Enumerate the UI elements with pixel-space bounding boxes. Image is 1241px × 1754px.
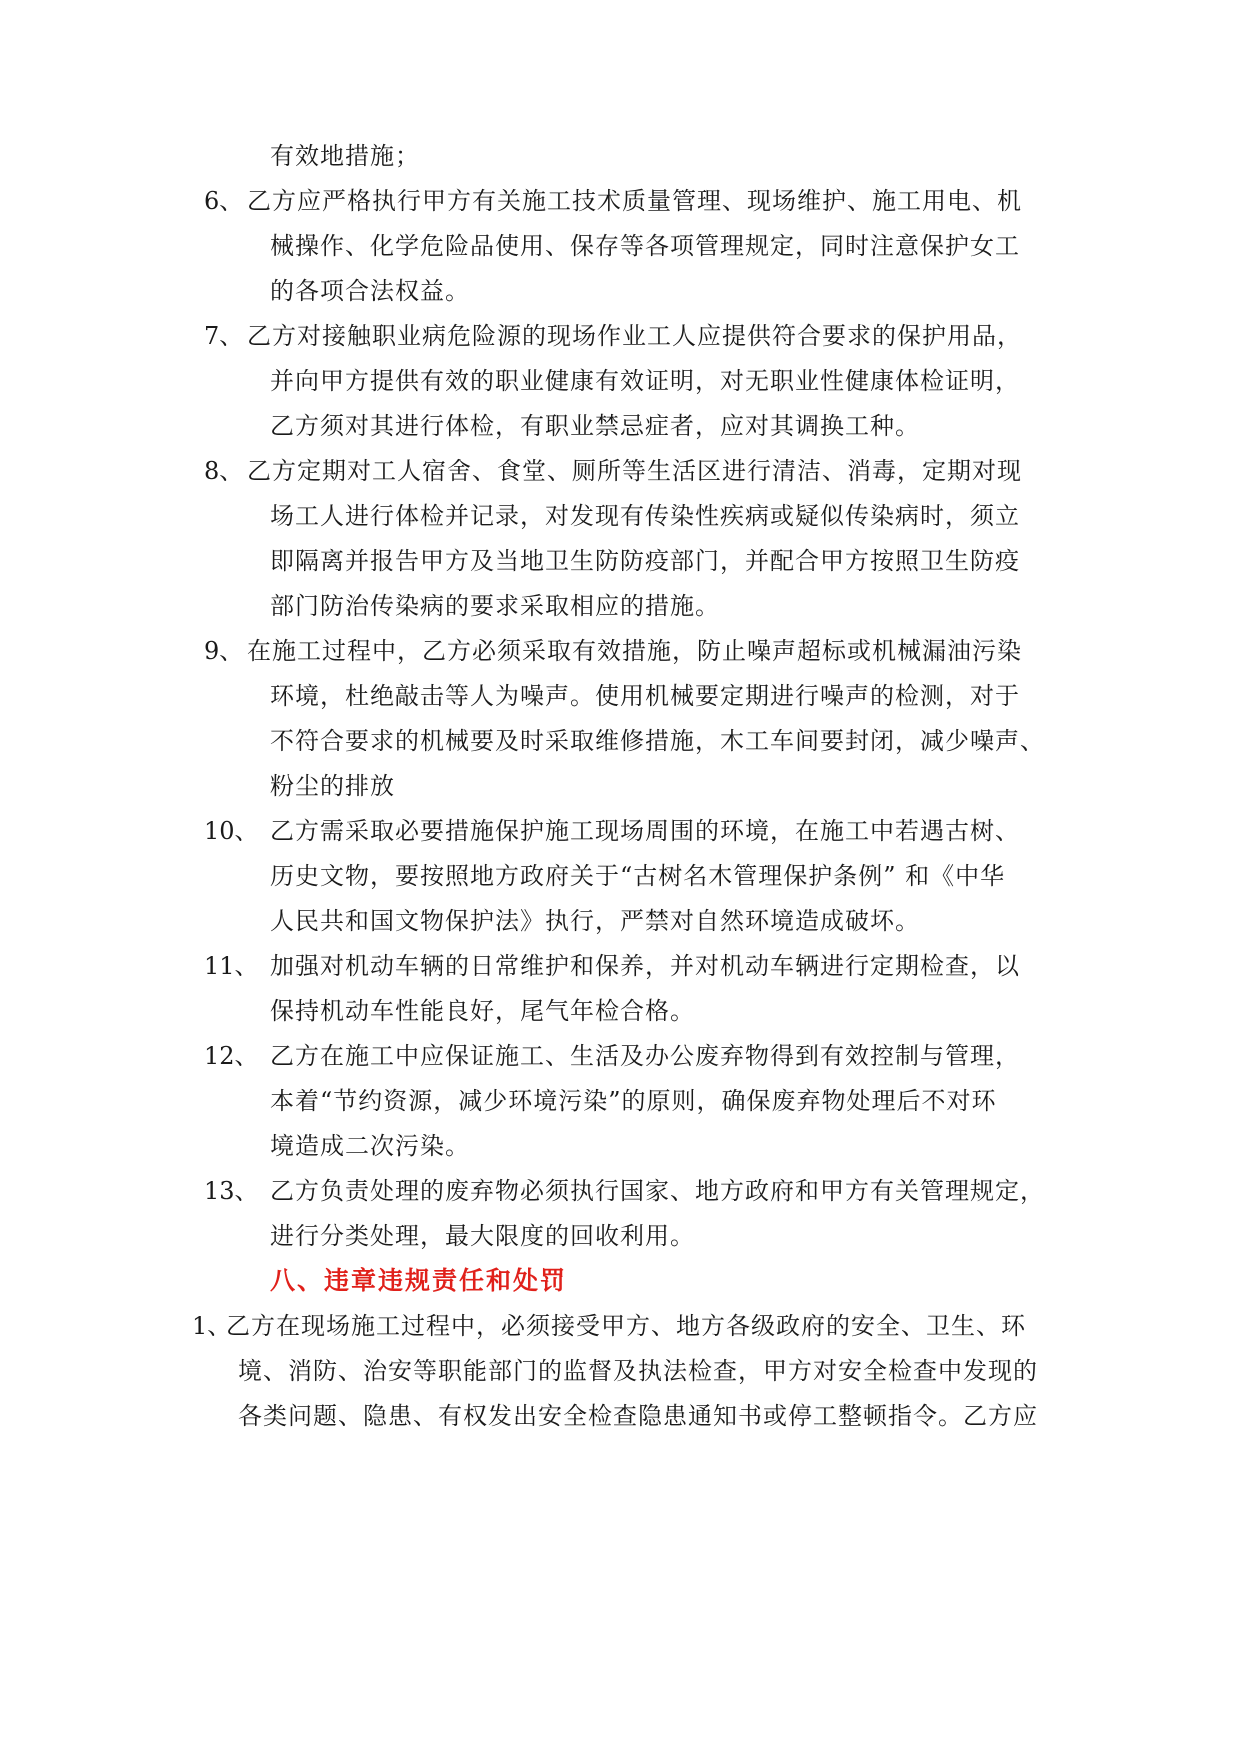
section-item-1-line-3: 各类问题、隐患、有权发出安全检查隐患通知书或停工整顿指令。乙方应 bbox=[238, 1402, 1038, 1430]
item-number-10: 10、 bbox=[204, 817, 259, 845]
item-number-7: 7、 bbox=[204, 322, 244, 350]
item-6-line-3: 的各项合法权益。 bbox=[270, 277, 470, 305]
item-9-line-2: 环境，杜绝敲击等人为噪声。使用机械要定期进行噪声的检测，对于 bbox=[270, 682, 1020, 710]
section-item-number-1: 1、 bbox=[192, 1312, 232, 1340]
item-6-line-1: 乙方应严格执行甲方有关施工技术质量管理、现场维护、施工用电、机 bbox=[247, 187, 1022, 215]
item-8-line-2: 场工人进行体检并记录，对发现有传染性疾病或疑似传染病时，须立 bbox=[270, 502, 1020, 530]
item-10-line-1: 乙方需采取必要措施保护施工现场周围的环境，在施工中若遇古树、 bbox=[270, 817, 1020, 845]
item-8-line-1: 乙方定期对工人宿舍、食堂、厕所等生活区进行清洁、消毒，定期对现 bbox=[247, 457, 1022, 485]
item-8-line-4: 部门防治传染病的要求采取相应的措施。 bbox=[270, 592, 720, 620]
section-item-1-line-2: 境、消防、治安等职能部门的监督及执法检查，甲方对安全检查中发现的 bbox=[238, 1357, 1038, 1385]
item-13-line-1: 乙方负责处理的废弃物必须执行国家、地方政府和甲方有关管理规定， bbox=[270, 1177, 1045, 1205]
item-6-line-2: 械操作、化学危险品使用、保存等各项管理规定，同时注意保护女工 bbox=[270, 232, 1020, 260]
item-10-line-2: 历史文物，要按照地方政府关于“古树名木管理保护条例” 和《中华 bbox=[270, 862, 1006, 890]
section-heading: 八、违章违规责任和处罚 bbox=[270, 1266, 568, 1295]
section-item-1-line-1: 乙方在现场施工过程中，必须接受甲方、地方各级政府的安全、卫生、环 bbox=[226, 1312, 1026, 1340]
item-9-line-3: 不符合要求的机械要及时采取维修措施，木工车间要封闭，减少噪声、 bbox=[270, 727, 1045, 755]
item-8-line-3: 即隔离并报告甲方及当地卫生防防疫部门，并配合甲方按照卫生防疫 bbox=[270, 547, 1020, 575]
item-12-line-1: 乙方在施工中应保证施工、生活及办公废弃物得到有效控制与管理， bbox=[270, 1042, 1020, 1070]
item-13-line-2: 进行分类处理，最大限度的回收利用。 bbox=[270, 1222, 695, 1250]
item-number-13: 13、 bbox=[204, 1177, 259, 1205]
item-number-9: 9、 bbox=[204, 637, 244, 665]
item-9-line-1: 在施工过程中，乙方必须采取有效措施，防止噪声超标或机械漏油污染 bbox=[247, 637, 1022, 665]
item-12-line-2: 本着“节约资源，减少环境污染”的原则，确保废弃物处理后不对环 bbox=[270, 1087, 997, 1115]
item-7-line-2: 并向甲方提供有效的职业健康有效证明，对无职业性健康体检证明， bbox=[270, 367, 1020, 395]
item-7-line-3: 乙方须对其进行体检，有职业禁忌症者，应对其调换工种。 bbox=[270, 412, 920, 440]
item-11-line-1: 加强对机动车辆的日常维护和保养，并对机动车辆进行定期检查，以 bbox=[270, 952, 1020, 980]
item-number-6: 6、 bbox=[204, 187, 244, 215]
item-number-8: 8、 bbox=[204, 457, 244, 485]
item-9-line-4: 粉尘的排放 bbox=[270, 772, 395, 800]
item-number-12: 12、 bbox=[204, 1042, 259, 1070]
item-number-11: 11、 bbox=[204, 952, 259, 980]
item-11-line-2: 保持机动车性能良好，尾气年检合格。 bbox=[270, 997, 695, 1025]
item-12-line-3: 境造成二次污染。 bbox=[270, 1132, 470, 1160]
continuation-line: 有效地措施； bbox=[270, 142, 420, 170]
item-7-line-1: 乙方对接触职业病危险源的现场作业工人应提供符合要求的保护用品， bbox=[247, 322, 1022, 350]
item-10-line-3: 人民共和国文物保护法》执行，严禁对自然环境造成破坏。 bbox=[270, 907, 920, 935]
